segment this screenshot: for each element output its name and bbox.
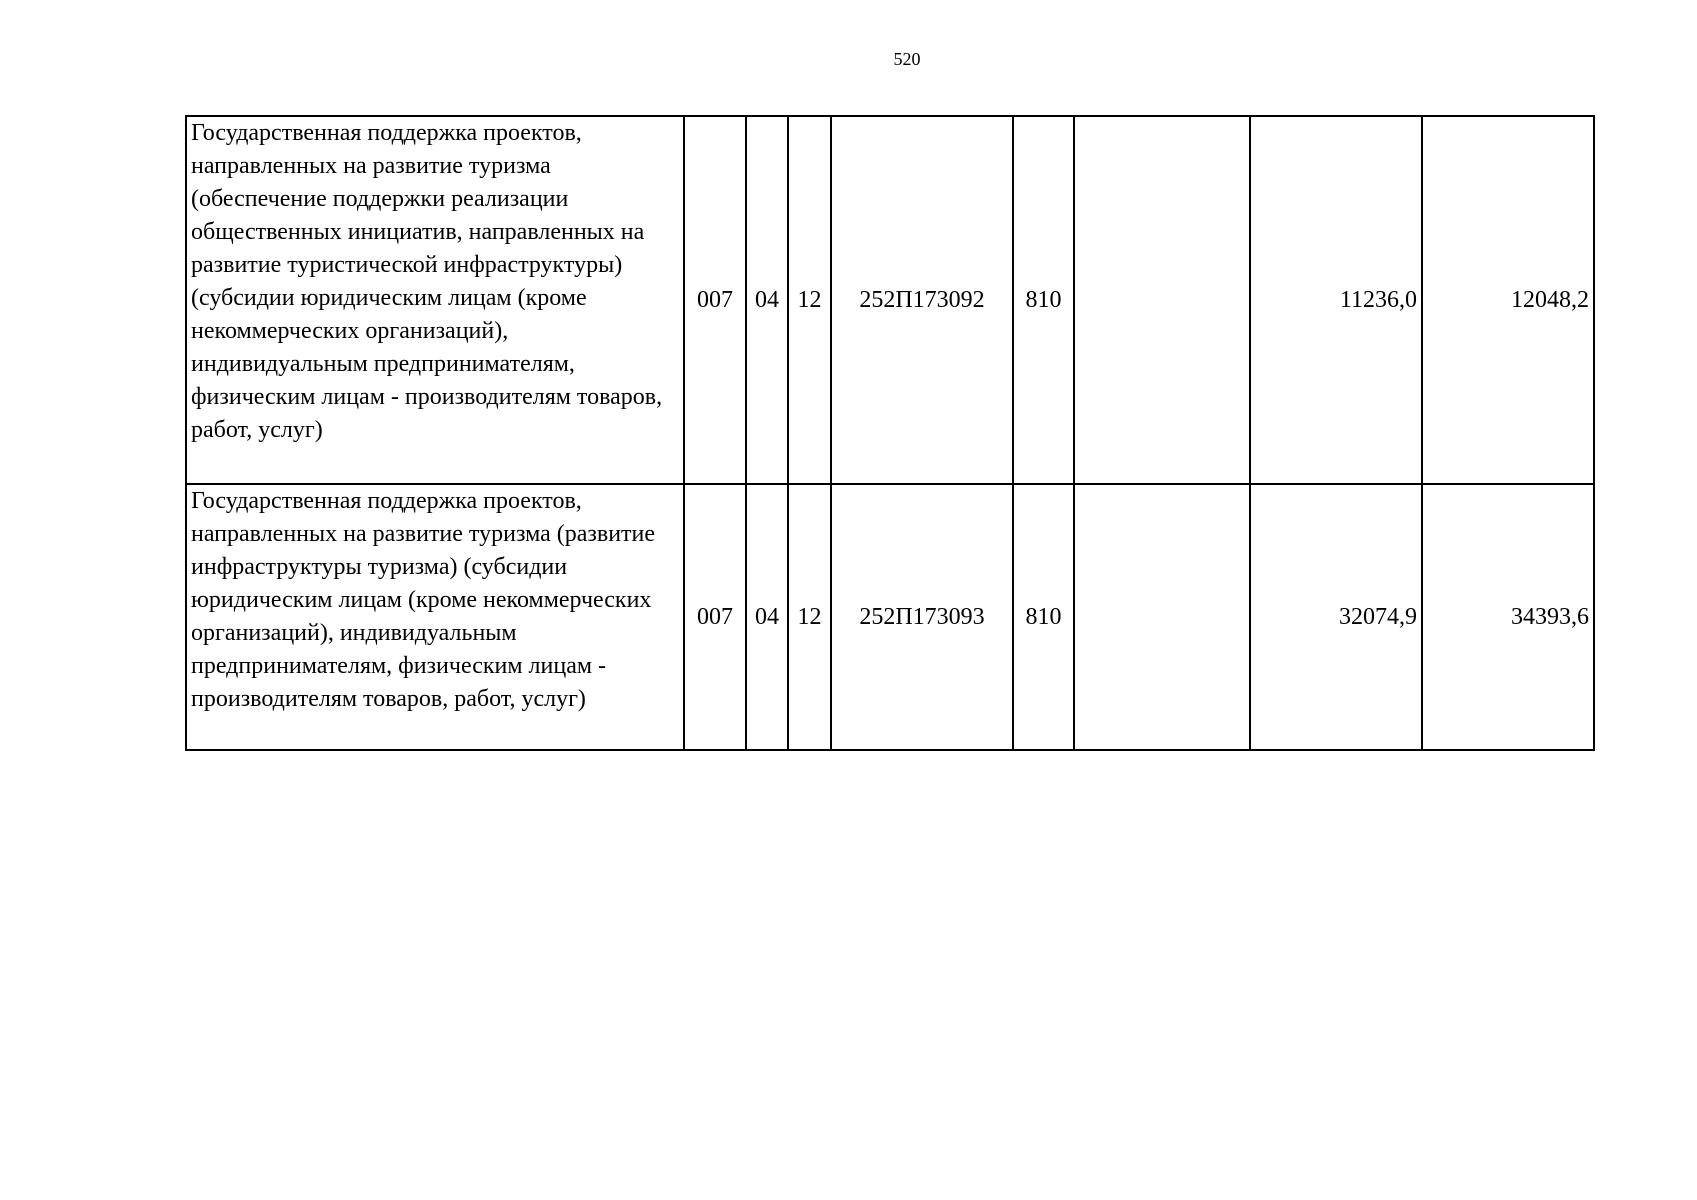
table-row [186, 484, 1594, 750]
amount-year-2: 12048,2 [1422, 116, 1594, 484]
amount-year-2: 34393,6 [1422, 484, 1594, 750]
empty-cell [1074, 116, 1250, 484]
subsection-code: 12 [788, 484, 831, 750]
target-article-code: 252П173093 [831, 484, 1013, 750]
budget-table [185, 115, 1595, 751]
row-description: Государственная поддержка проектов, направленных на развитие туризма (обеспечение поддержки реализации общественных инициатив, направленных на развитие туристической инфраструктуры) (субсидии юридическим лицам (кроме некоммерческих организаций), индивидуальным предпринимателям, физическим лицам - производителям товаров, работ, услуг) [186, 116, 684, 484]
section-code: 04 [746, 484, 788, 750]
section-code: 04 [746, 116, 788, 484]
row-description: Государственная поддержка проектов, направленных на развитие туризма (развитие инфраструктуры туризма) (субсидии юридическим лицам (кроме некоммерческих организаций), индивидуальным предпринимателям, физическим лицам - производителям товаров, работ, услуг) [186, 484, 684, 750]
amount-year-1: 11236,0 [1250, 116, 1422, 484]
target-article-code: 252П173092 [831, 116, 1013, 484]
ministry-code: 007 [684, 116, 746, 484]
expense-type-code: 810 [1013, 484, 1074, 750]
subsection-code: 12 [788, 116, 831, 484]
ministry-code: 007 [684, 484, 746, 750]
expense-type-code: 810 [1013, 116, 1074, 484]
empty-cell [1074, 484, 1250, 750]
amount-year-1: 32074,9 [1250, 484, 1422, 750]
table-row [186, 116, 1594, 484]
page-number: 520 [893, 49, 921, 69]
